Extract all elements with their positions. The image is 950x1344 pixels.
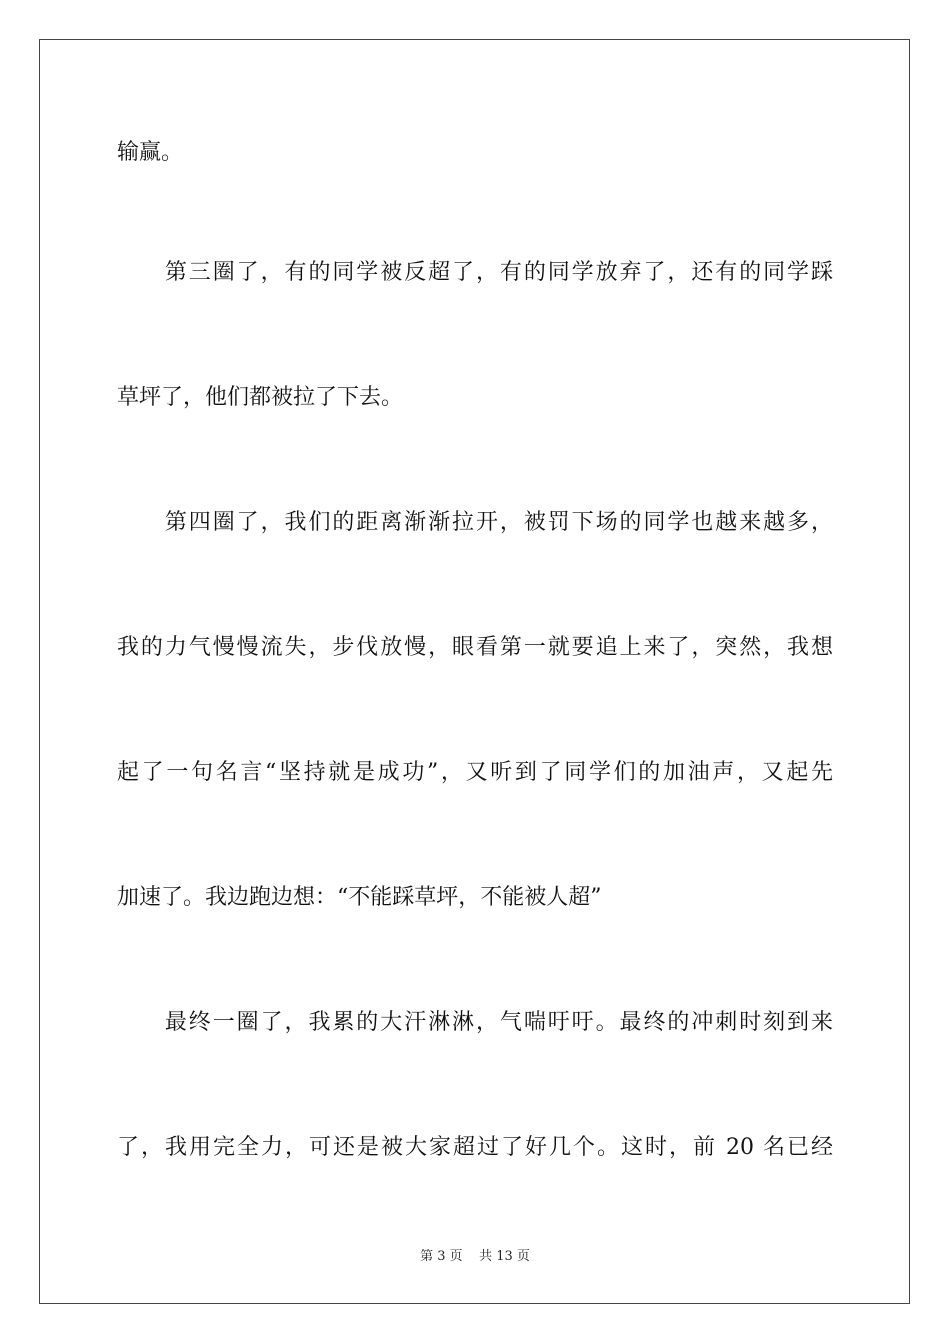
text-line-3: 草坪了，他们都被拉了下去。: [117, 385, 404, 410]
text-line-4: 第四圈了，我们的距离渐渐拉开，被罚下场的同学也越来越多，: [117, 510, 833, 535]
text-line-7: 加速了。我边跑边想：“不能踩草坪，不能被人超”: [117, 885, 602, 910]
text-line-9: 了，我用完全力，可还是被大家超过了好几个。这时，前 20 名已经: [117, 1135, 833, 1160]
text-line-1: 输赢。: [117, 140, 184, 165]
text-line-5: 我的力气慢慢流失，步伐放慢，眼看第一就要追上来了，突然，我想: [117, 635, 833, 660]
text-line-8: 最终一圈了，我累的大汗淋淋，气喘吁吁。最终的冲刺时刻到来: [117, 1010, 833, 1035]
text-line-2: 第三圈了，有的同学被反超了，有的同学放弃了，还有的同学踩: [117, 260, 833, 285]
text-line-6: 起了一句名言“坚持就是成功”，又听到了同学们的加油声，又起先: [117, 760, 833, 785]
page-footer: 第 3 页 共 13 页: [420, 1249, 530, 1264]
page-frame: [39, 39, 910, 1304]
